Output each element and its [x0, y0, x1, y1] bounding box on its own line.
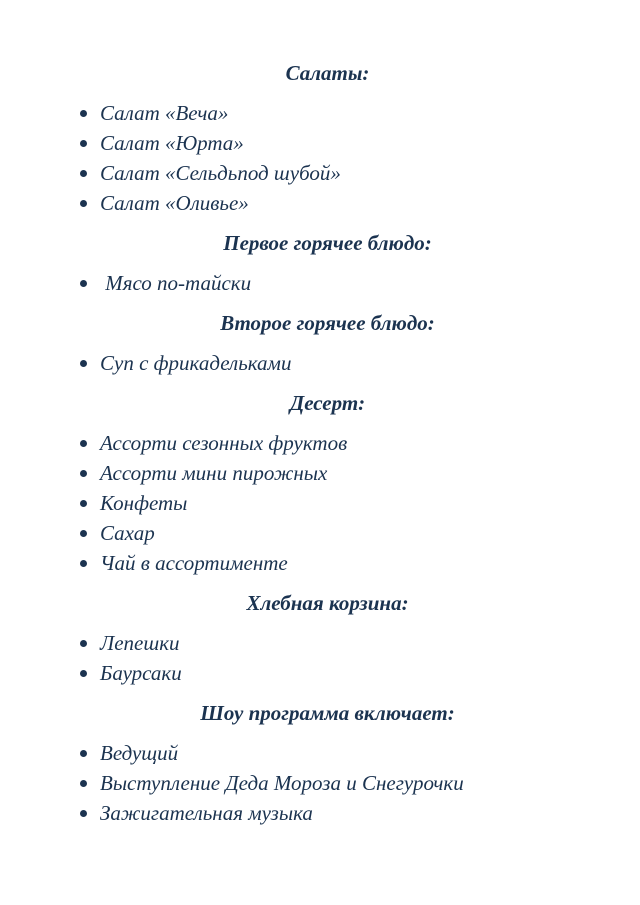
list-item-text: Баурсаки — [100, 661, 182, 685]
bullet-icon — [80, 170, 87, 177]
bullet-icon — [80, 500, 87, 507]
section-heading-salads: Салаты: — [285, 61, 370, 85]
bullet-icon — [80, 280, 87, 287]
bullet-icon — [80, 440, 87, 447]
section-heading-first-hot: Первое горячее блюдо: — [223, 231, 432, 255]
list-item-text: Ассорти сезонных фруктов — [100, 431, 348, 455]
list-item-text: Сахар — [100, 521, 155, 545]
section-heading-second-hot: Второе горячее блюдо: — [220, 311, 435, 335]
section-heading-bread: Хлебная корзина: — [246, 591, 409, 615]
bullet-icon — [80, 530, 87, 537]
bullet-icon — [80, 200, 87, 207]
bullet-icon — [80, 470, 87, 477]
bullet-icon — [80, 110, 87, 117]
list-item-text: Ассорти мини пирожных — [100, 461, 328, 485]
bullet-icon — [80, 810, 87, 817]
bullet-icon — [80, 780, 87, 787]
list-item-text: Салат «Юрта» — [100, 131, 244, 155]
bullet-icon — [80, 140, 87, 147]
list-item-text: Чай в ассортименте — [100, 551, 288, 575]
list-item-text: Салат «Сельдьпод шубой» — [100, 161, 341, 185]
bullet-icon — [80, 560, 87, 567]
section-heading-show: Шоу программа включает: — [200, 701, 455, 725]
bullet-icon — [80, 360, 87, 367]
bullet-icon — [80, 670, 87, 677]
list-item-text: Салат «Оливье» — [100, 191, 249, 215]
list-item-text: Зажигательная музыка — [100, 801, 313, 825]
list-item-text: Конфеты — [100, 491, 188, 515]
list-item-text: Лепешки — [100, 631, 180, 655]
list-item-text: Салат «Веча» — [100, 101, 229, 125]
list-item-text: Выступление Деда Мороза и Снегурочки — [100, 771, 464, 795]
bullet-icon — [80, 640, 87, 647]
list-item-text: Мясо по-тайски — [100, 271, 252, 295]
bullet-icon — [80, 750, 87, 757]
list-item-text: Суп с фрикадельками — [100, 351, 292, 375]
section-heading-dessert: Десерт: — [289, 391, 366, 415]
list-item-text: Ведущий — [100, 741, 179, 765]
